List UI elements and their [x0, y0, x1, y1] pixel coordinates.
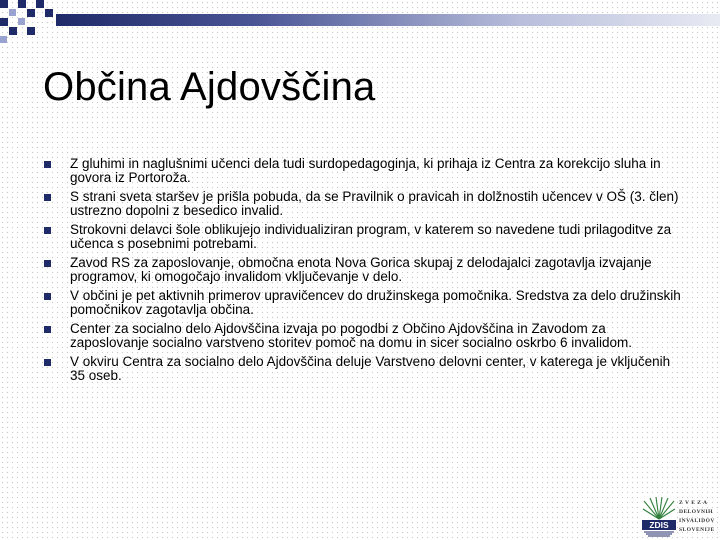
- bullet-text: Center za socialno delo Ajdovščina izvaja po pogodbi z Občino Ajdovščina in Zavodom za zaposlovanje socialno varstveno storitev pomoč na domu in sicer socialno oskrbo 6 invalidom.: [70, 321, 633, 350]
- bullet-text: V občini je pet aktivnih primerov upravičencev do družinskega pomočnika. Sredstva za delo družinskih pomočnikov zagotavlja občina.: [70, 288, 681, 317]
- decor-square: [18, 0, 26, 8]
- square-bullet-icon: [44, 227, 51, 234]
- zdis-logo: [642, 497, 714, 537]
- bullet-text: Z gluhimi in naglušnimi učenci dela tudi surdopedagoginja, ki prihaja iz Centra za korekcijo sluha in govora iz Portoroža.: [70, 156, 661, 185]
- decor-square: [18, 18, 25, 25]
- logo-line: INVALIDOV: [679, 518, 715, 524]
- bullet-text: Zavod RS za zaposlovanje, območna enota Nova Gorica skupaj z delodajalci zagotavlja izvajanje programov, ki omogočajo invalidom vključevanje v delo.: [70, 255, 652, 284]
- square-bullet-icon: [44, 260, 51, 267]
- bullet-item: [44, 190, 684, 218]
- bullet-list: [44, 157, 684, 388]
- decor-square: [9, 9, 16, 16]
- decor-square: [45, 9, 53, 17]
- bullet-item: [44, 322, 684, 350]
- decor-square: [0, 18, 8, 26]
- slide-title: Občina Ajdovščina: [43, 65, 376, 109]
- logo-abbr: ZDIS: [649, 520, 669, 530]
- square-bullet-icon: [44, 359, 51, 366]
- square-bullet-icon: [44, 326, 51, 333]
- bullet-text: Strokovni delavci šole oblikujejo individualiziran program, v katerem so navedene tudi prilagoditve za učenca s posebnimi potrebami.: [70, 222, 672, 251]
- bullet-item: [44, 157, 684, 185]
- square-bullet-icon: [44, 293, 51, 300]
- logo-line: SLOVENIJE: [679, 527, 715, 533]
- bullet-text: S strani sveta staršev je prišla pobuda, da se Pravilnik o pravicah in dolžnostih učencev v OŠ (3. člen) ustrezno dopolni z besedico invalid.: [70, 189, 679, 218]
- decor-square: [36, 0, 44, 8]
- zdis-logo-mark-icon: [642, 497, 676, 537]
- decor-square: [0, 0, 8, 8]
- bullet-item: [44, 223, 684, 251]
- decor-square: [27, 27, 35, 35]
- bullet-item: [44, 256, 684, 284]
- logo-text: [679, 499, 715, 535]
- square-bullet-icon: [44, 161, 51, 168]
- logo-line: Z V E Z A: [679, 500, 708, 506]
- decor-square: [9, 27, 17, 35]
- decor-square: [0, 36, 7, 43]
- top-gradient-bar: [56, 14, 720, 26]
- square-bullet-icon: [44, 194, 51, 201]
- logo-line: DELOVNIH: [679, 509, 713, 515]
- bullet-text: V okviru Centra za socialno delo Ajdovščina deluje Varstveno delovni center, v katerega je vključenih 35 oseb.: [70, 354, 671, 383]
- bullet-item: [44, 289, 684, 317]
- bullet-item: [44, 355, 684, 383]
- decor-square: [27, 9, 35, 17]
